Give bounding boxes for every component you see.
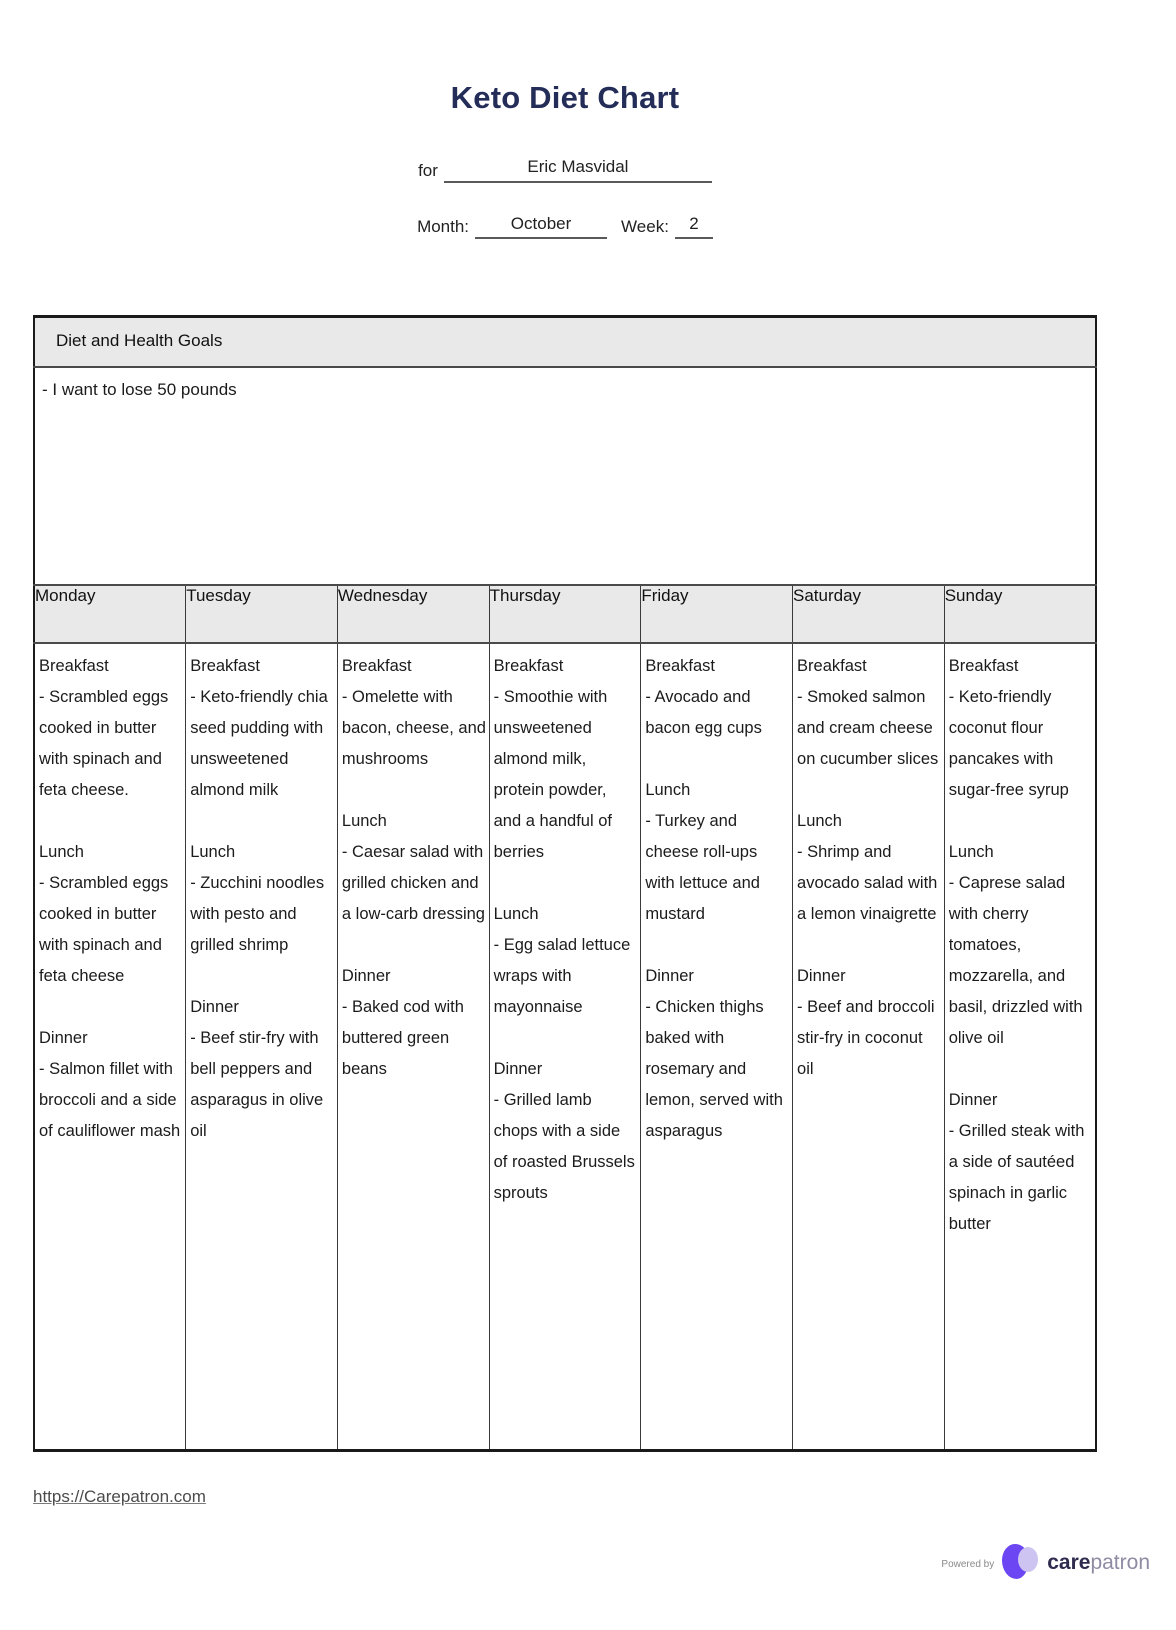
meal-title: Lunch bbox=[645, 780, 691, 799]
document-header bbox=[33, 0, 1097, 239]
meal-section bbox=[494, 651, 639, 868]
meal-section bbox=[949, 651, 1093, 806]
meal-title: Breakfast bbox=[645, 656, 716, 675]
meal-item: - Smoked salmon and cream cheese on cucumber slices bbox=[797, 687, 939, 768]
meal-section bbox=[949, 1085, 1093, 1240]
day-header-thursday: Thursday bbox=[489, 585, 641, 643]
carepatron-logo-icon bbox=[1002, 1540, 1039, 1584]
meal-item: - Keto-friendly chia seed pudding with unsweetened almond milk bbox=[190, 687, 328, 799]
meal-title: Dinner bbox=[39, 1028, 88, 1047]
meal-item: - Salmon fillet with broccoli and a side of cauliflower mash bbox=[39, 1059, 181, 1140]
meal-item: - Scrambled eggs cooked in butter with spinach and feta cheese. bbox=[39, 687, 169, 799]
meal-title: Dinner bbox=[948, 1090, 998, 1109]
day-cell-monday bbox=[34, 643, 186, 1451]
meal-section bbox=[190, 992, 335, 1147]
goals-section-header: Diet and Health Goals bbox=[34, 317, 1096, 367]
meal-item: - Avocado and bacon egg cups bbox=[645, 687, 762, 737]
meal-section bbox=[645, 961, 790, 1147]
meal-title: Dinner bbox=[190, 997, 239, 1016]
meal-item: - Smoothie with unsweetened almond milk, protein powder, and a handful of berries bbox=[493, 687, 612, 861]
day-header-saturday: Saturday bbox=[793, 585, 945, 643]
day-cell-tuesday bbox=[186, 643, 338, 1451]
month-label: Month: bbox=[417, 217, 470, 237]
meal-section bbox=[645, 775, 790, 930]
day-cell-wednesday bbox=[337, 643, 489, 1451]
day-cell-thursday bbox=[489, 643, 641, 1451]
meal-item: - Chicken thighs baked with rosemary and lemon, served with asparagus bbox=[645, 997, 783, 1140]
meals-row bbox=[34, 643, 1096, 1451]
day-cell-sunday bbox=[944, 643, 1096, 1451]
diet-chart-table bbox=[33, 315, 1097, 1452]
meal-section bbox=[190, 651, 335, 806]
meal-item: - Caprese salad with cherry tomatoes, mozzarella, and basil, drizzled with olive oil bbox=[948, 873, 1083, 1047]
meal-section bbox=[494, 899, 639, 1023]
week-field-value: 2 bbox=[675, 215, 713, 240]
meal-title: Breakfast bbox=[341, 656, 412, 675]
meal-section bbox=[645, 651, 790, 744]
meal-item: - Keto-friendly coconut flour pancakes with sugar-free syrup bbox=[948, 687, 1069, 799]
powered-by-brand bbox=[941, 1540, 1150, 1584]
meal-item: - Caesar salad with grilled chicken and a low-carb dressing bbox=[341, 842, 485, 923]
meal-title: Breakfast bbox=[948, 656, 1019, 675]
meal-title: Lunch bbox=[948, 842, 994, 861]
meal-title: Lunch bbox=[797, 811, 842, 830]
meal-section bbox=[949, 837, 1093, 1054]
meal-item: - Grilled steak with a side of sautéed spinach in garlic butter bbox=[948, 1121, 1085, 1233]
meal-item: - Grilled lamb chops with a side of roasted Brussels sprouts bbox=[493, 1090, 635, 1202]
for-field-row bbox=[33, 158, 1097, 183]
for-label: for bbox=[418, 160, 438, 180]
meal-title: Lunch bbox=[493, 904, 539, 923]
month-field-value: October bbox=[475, 215, 607, 240]
meal-section bbox=[342, 651, 487, 775]
meal-title: Lunch bbox=[190, 842, 236, 861]
meal-title: Dinner bbox=[493, 1059, 543, 1078]
meal-title: Dinner bbox=[797, 966, 846, 985]
wordmark-care: care bbox=[1047, 1551, 1091, 1574]
meal-item: - Egg salad lettuce wraps with mayonnaise bbox=[493, 935, 631, 1016]
for-field-value: Eric Masvidal bbox=[444, 158, 712, 183]
powered-by-label: Powered by bbox=[941, 1558, 995, 1570]
day-header-tuesday: Tuesday bbox=[186, 585, 338, 643]
week-label: Week: bbox=[621, 217, 669, 237]
page-title: Keto Diet Chart bbox=[450, 80, 680, 115]
logo-blob-light bbox=[1018, 1547, 1038, 1572]
meal-title: Breakfast bbox=[39, 656, 109, 675]
meal-item: - Baked cod with buttered green beans bbox=[341, 997, 464, 1078]
meal-item: - Beef and broccoli stir-fry in coconut oil bbox=[797, 997, 935, 1078]
meal-section bbox=[39, 651, 183, 806]
meal-title: Dinner bbox=[645, 966, 694, 985]
meal-item: - Shrimp and avocado salad with a lemon vinaigrette bbox=[797, 842, 938, 923]
day-header-wednesday: Wednesday bbox=[337, 585, 489, 643]
meal-section bbox=[342, 806, 487, 930]
meal-section bbox=[342, 961, 487, 1085]
wordmark-patron: patron bbox=[1090, 1551, 1150, 1574]
meal-item: - Omelette with bacon, cheese, and mushrooms bbox=[341, 687, 486, 768]
meal-item: - Zucchini noodles with pesto and grilled shrimp bbox=[190, 873, 325, 954]
goals-header-row bbox=[34, 317, 1096, 367]
meal-item: - Scrambled eggs cooked in butter with spinach and feta cheese bbox=[39, 873, 169, 985]
meal-section bbox=[797, 961, 942, 1085]
meal-section bbox=[797, 806, 942, 930]
month-week-field-row bbox=[33, 215, 1097, 240]
goals-content: - I want to lose 50 pounds bbox=[34, 367, 1096, 585]
day-cell-friday bbox=[641, 643, 793, 1451]
day-header-row bbox=[34, 585, 1096, 643]
meal-section bbox=[494, 1054, 639, 1209]
carepatron-link[interactable]: https://Carepatron.com bbox=[33, 1487, 206, 1506]
meal-item: - Turkey and cheese roll-ups with lettuce and mustard bbox=[645, 811, 760, 923]
carepatron-wordmark bbox=[1047, 1549, 1150, 1575]
meal-section bbox=[39, 1023, 183, 1147]
day-header-friday: Friday bbox=[641, 585, 793, 643]
day-header-sunday: Sunday bbox=[944, 585, 1096, 643]
meal-section bbox=[797, 651, 942, 775]
meal-item: - Beef stir-fry with bell peppers and asparagus in olive oil bbox=[190, 1028, 324, 1140]
meal-title: Lunch bbox=[341, 811, 387, 830]
meal-title: Breakfast bbox=[493, 656, 564, 675]
day-cell-saturday bbox=[793, 643, 945, 1451]
day-header-monday: Monday bbox=[34, 585, 186, 643]
meal-section bbox=[190, 837, 335, 961]
meal-section bbox=[39, 837, 183, 992]
meal-title: Lunch bbox=[39, 842, 84, 861]
meal-title: Breakfast bbox=[797, 656, 867, 675]
meal-title: Dinner bbox=[341, 966, 391, 985]
meal-title: Breakfast bbox=[190, 656, 260, 675]
goals-content-row bbox=[34, 367, 1096, 585]
